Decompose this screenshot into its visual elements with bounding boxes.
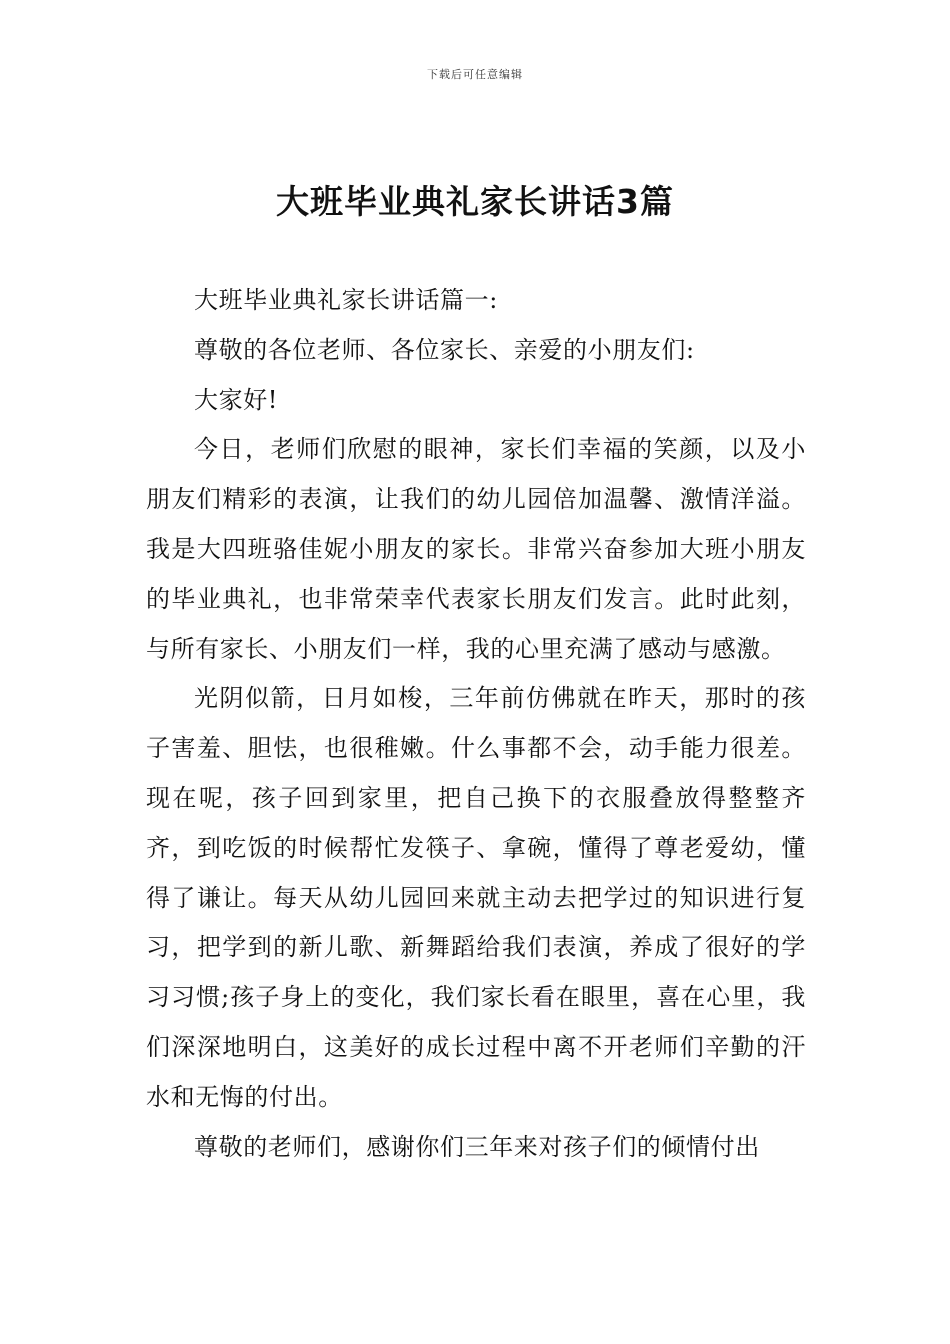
section-heading: 大班毕业典礼家长讲话篇一: (194, 286, 498, 314)
paragraph: 尊敬的老师们，感谢你们三年来对孩子们的倾情付出 (194, 1132, 760, 1161)
paragraph: 光阴似箭，日月如梭，三年前仿佛就在昨天，那时的孩子害羞、胆怯，也很稚嫩。什么事都不会，动手能力很差。现在呢，孩子回到家里，把自己换下的衣服叠放得整整齐齐，到吃饭的时候帮忙发筷子、拿碗，懂得了尊老爱幼，懂得了谦让。每天从幼儿园回来就主动去把学过的知识进行复习，把学到的新儿歌、新舞蹈给我们表演，养成了很好的学习习惯;孩子身上的变化，我们家长看在眼里，喜在心里，我们深深地明白，这美好的成长过程中离不开老师们辛勤的汗水和无悔的付出。 (146, 684, 806, 1111)
document-title: 大班毕业典礼家长讲话3篇 (276, 182, 674, 221)
salutation: 尊敬的各位老师、各位家长、亲爱的小朋友们: (194, 335, 695, 364)
header-note: 下载后可任意编辑 (427, 68, 523, 81)
greeting: 大家好! (194, 385, 279, 414)
paragraph: 今日，老师们欣慰的眼神，家长们幸福的笑颜，以及小朋友们精彩的表演，让我们的幼儿园倍加温馨、激情洋溢。我是大四班骆佳妮小朋友的家长。非常兴奋参加大班小朋友的毕业典礼，也非常荣幸代表家长朋友们发言。此时此刻，与所有家长、小朋友们一样，我的心里充满了感动与感激。 (146, 435, 806, 663)
document-body (146, 276, 806, 1172)
